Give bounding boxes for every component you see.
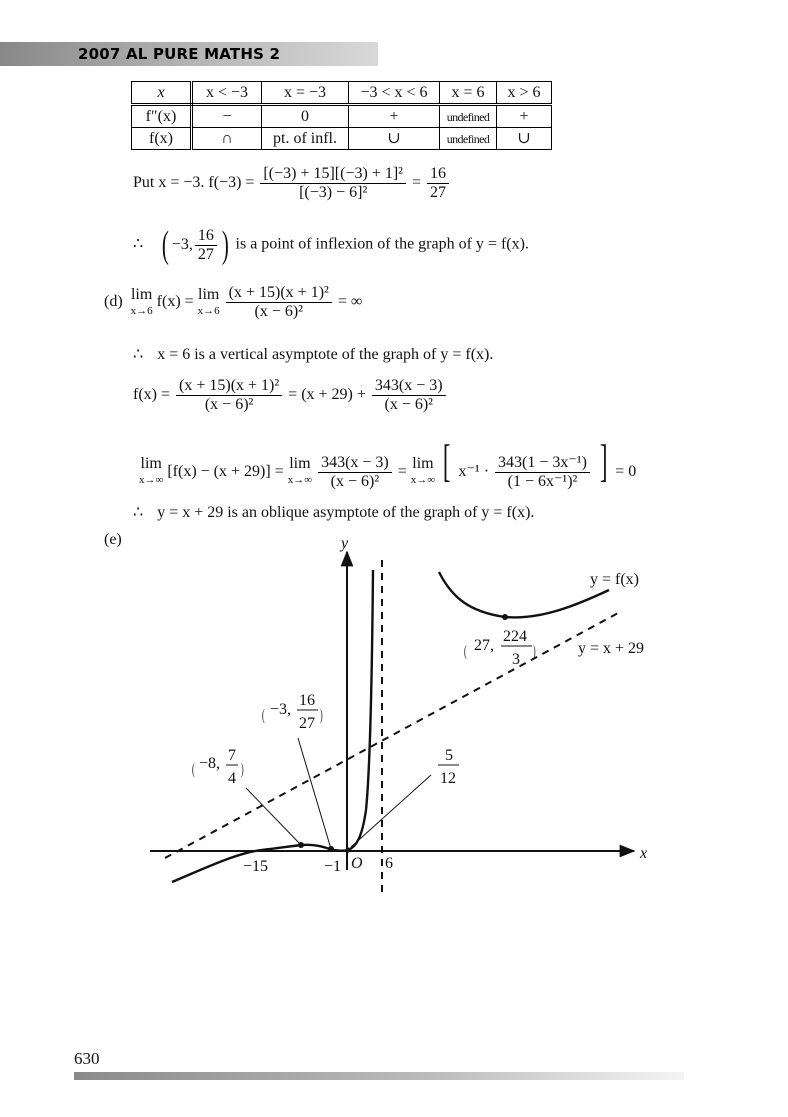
svg-text:): ) xyxy=(241,760,244,778)
inflexion-point: ( −3, $\frac{16}{27}$ ) xyxy=(162,224,229,266)
function-graph xyxy=(0,530,788,900)
slope-leader xyxy=(351,775,431,847)
lim2-fraction xyxy=(318,454,392,491)
lim-word: lim xyxy=(140,455,162,473)
limit-operator xyxy=(411,456,435,488)
right-bracket: ] xyxy=(599,435,608,486)
limit-operator xyxy=(288,456,312,488)
lim-word: lim xyxy=(412,455,434,473)
lim2-fraction-3 xyxy=(495,454,590,491)
oblique-asymptote-line xyxy=(133,502,534,522)
inflexion-point-label xyxy=(262,692,323,732)
lim-word: lim xyxy=(198,285,220,303)
lim2-expression: [f(x) − (x + 29)] = xyxy=(167,463,284,480)
lim2-numerator: 343(x − 3) xyxy=(318,454,392,473)
lim2-denominator: (x − 6)² xyxy=(330,472,380,490)
table-cell: − xyxy=(192,105,262,128)
fx-prefix: f(x) = xyxy=(133,386,171,404)
inflexion-numerator-label: 16 xyxy=(299,692,315,709)
oblique-limit-line xyxy=(139,435,637,491)
slope-denominator: 12 xyxy=(440,770,456,787)
max-numerator-label: 7 xyxy=(228,747,236,764)
x-axis-label: x xyxy=(640,845,648,862)
d-result: = ∞ xyxy=(337,293,363,311)
limit-operator xyxy=(131,287,153,319)
max-x-label: −8, xyxy=(199,755,221,772)
slope-numerator: 5 xyxy=(445,747,453,764)
table-header-cell: x < −3 xyxy=(192,82,262,105)
lim2-equals: = xyxy=(397,463,407,480)
limit-operator xyxy=(139,456,163,488)
y-axis-label: y xyxy=(341,535,349,552)
therefore-symbol: ∴ xyxy=(133,504,144,521)
table-cell: ∪ xyxy=(349,128,440,150)
vertical-asymptote-text: x = 6 is a vertical asymptote of the graph of y = f(x). xyxy=(157,346,494,363)
min-x-label: 27, xyxy=(474,637,494,654)
part-d-line xyxy=(104,284,362,321)
table-header-cell: x = −3 xyxy=(262,82,349,105)
lim-word: lim xyxy=(130,285,153,303)
inflexion-denominator: 27 xyxy=(197,245,214,263)
page-number: 630 xyxy=(74,1049,100,1068)
right-branch-curve xyxy=(439,572,609,617)
inflexion-text: is a point of inflexion of the graph of y = f(x). xyxy=(235,235,529,253)
lim2-xinv: x⁻¹ · xyxy=(458,463,490,480)
max-point-label xyxy=(192,747,244,787)
slope-label xyxy=(438,747,459,787)
inflexion-x: −3, xyxy=(171,236,193,253)
d-denominator: (x − 6)² xyxy=(254,303,303,320)
max-denominator-label: 4 xyxy=(228,770,236,787)
limit-operator xyxy=(198,287,220,319)
inflexion-fraction xyxy=(195,227,217,264)
table-header-cell: x xyxy=(132,82,192,105)
table-header-cell: −3 < x < 6 xyxy=(349,82,440,105)
svg-text:(: ( xyxy=(192,760,195,778)
lim2-result: = 0 xyxy=(615,463,637,480)
table-cell: + xyxy=(349,105,440,128)
max-leader xyxy=(246,788,301,845)
put-numerator: [(−3) + 15][(−3) + 1]² xyxy=(260,165,406,184)
table-header-cell: x > 6 xyxy=(497,82,552,105)
origin-label: O xyxy=(351,855,363,872)
left-bracket: [ xyxy=(442,435,451,486)
put-fraction xyxy=(260,165,406,202)
therefore-symbol: ∴ xyxy=(133,346,144,363)
min-point-label xyxy=(464,628,536,668)
table-cell: pt. of infl. xyxy=(262,128,349,150)
tick-label-minus-1: −1 xyxy=(324,858,342,875)
table-cell: + xyxy=(497,105,552,128)
table-cell: ∪ xyxy=(497,128,552,150)
svg-text:): ) xyxy=(320,706,323,724)
put-prefix: Put x = −3. f(−3) = xyxy=(133,174,255,192)
footer-bar xyxy=(74,1072,684,1080)
oblique-asymptote xyxy=(165,612,620,858)
put-equals: = xyxy=(411,174,421,192)
lim-subscript: x→6 xyxy=(130,304,153,317)
fx-decomposition-line xyxy=(133,377,448,414)
put-result-numerator: 16 xyxy=(427,165,449,184)
table-cell: ∩ xyxy=(192,128,262,150)
oblique-asymptote-label: y = x + 29 xyxy=(578,640,645,657)
lim-subscript: x→∞ xyxy=(287,474,313,487)
inflexion-line xyxy=(133,225,529,265)
table-cell: f″(x) xyxy=(132,105,192,128)
table-cell: undefined xyxy=(440,128,497,150)
vertical-asymptote-line xyxy=(133,344,493,364)
left-branch-curve xyxy=(172,570,373,882)
fx-remainder-numerator: 343(x − 3) xyxy=(372,377,446,396)
origin-point xyxy=(345,847,350,852)
d-numerator: (x + 15)(x + 1)² xyxy=(226,284,332,303)
page-header-title: 2007 AL PURE MATHS 2 xyxy=(78,45,281,63)
tick-label-minus-15: −15 xyxy=(243,858,269,875)
put-result xyxy=(427,165,449,202)
table-row xyxy=(132,128,552,150)
inflexion-leader xyxy=(298,738,331,849)
therefore-symbol: ∴ xyxy=(133,235,144,253)
put-result-denominator: 27 xyxy=(429,184,446,201)
table-cell: f(x) xyxy=(132,128,192,150)
lim-subscript: x→6 xyxy=(197,304,220,317)
table-header-row xyxy=(132,82,552,105)
sign-table xyxy=(131,81,552,150)
min-numerator: 224 xyxy=(503,628,527,645)
fx-denominator: (x − 6)² xyxy=(204,396,254,413)
oblique-asymptote-text: y = x + 29 is an oblique asymptote of the graph of y = f(x). xyxy=(157,504,535,521)
table-cell: undefined xyxy=(440,105,497,128)
svg-text:): ) xyxy=(533,642,536,660)
lim-subscript: x→∞ xyxy=(139,474,164,487)
d-fx: f(x) = xyxy=(156,293,194,311)
lim-subscript: x→∞ xyxy=(410,474,436,487)
fx-remainder-fraction xyxy=(372,377,446,414)
table-cell: 0 xyxy=(262,105,349,128)
put-line xyxy=(133,165,451,202)
lim-word: lim xyxy=(289,455,311,473)
put-denominator: [(−3) − 6]² xyxy=(299,184,368,201)
inflexion-denominator-label: 27 xyxy=(299,715,315,732)
min-point xyxy=(502,614,508,620)
part-e-label: (e) xyxy=(104,531,122,548)
inflexion-numerator: 16 xyxy=(195,227,217,246)
part-d-label: (d) xyxy=(104,293,123,311)
min-denominator: 3 xyxy=(512,651,520,668)
fx-numerator: (x + 15)(x + 1)² xyxy=(176,377,282,396)
svg-text:(: ( xyxy=(464,642,467,660)
curve-label: y = f(x) xyxy=(590,571,640,588)
lim2-denominator-3: (1 − 6x⁻¹)² xyxy=(507,472,578,490)
lim2-numerator-3: 343(1 − 3x⁻¹) xyxy=(495,454,590,473)
table-header-cell: x = 6 xyxy=(440,82,497,105)
d-fraction xyxy=(226,284,332,321)
svg-text:(: ( xyxy=(262,706,265,724)
inflexion-x-label: −3, xyxy=(270,701,292,718)
table-row xyxy=(132,105,552,128)
fx-middle: = (x + 29) + xyxy=(288,386,366,404)
fx-remainder-denominator: (x − 6)² xyxy=(384,396,433,413)
tick-label-6: 6 xyxy=(385,855,393,872)
fx-fraction xyxy=(176,377,282,414)
